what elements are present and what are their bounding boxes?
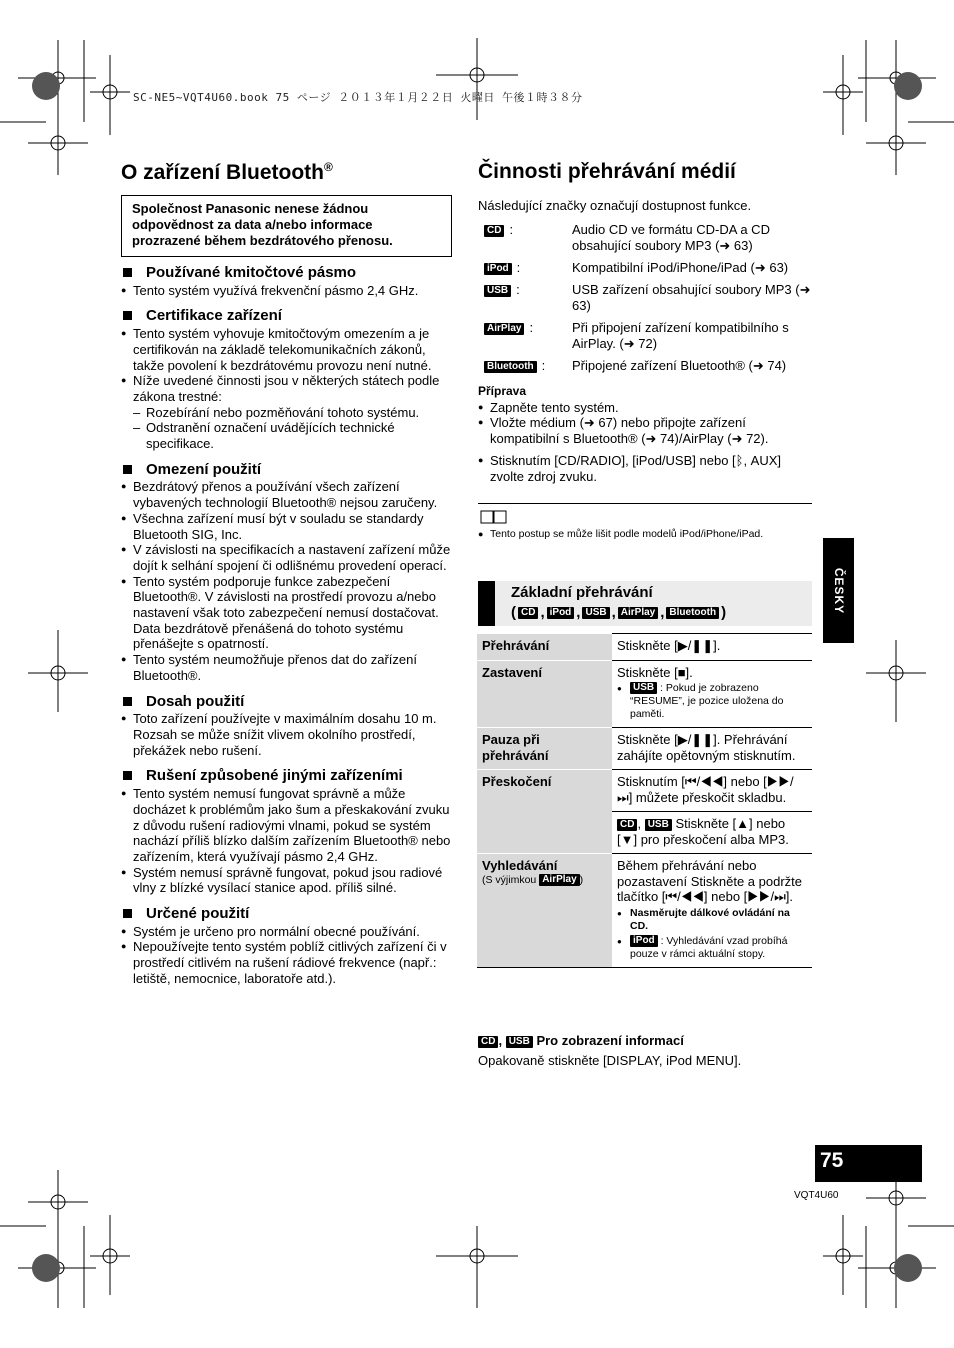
usb-tag: USB xyxy=(582,607,609,619)
note-book-icon xyxy=(480,510,508,524)
bullet-item: ● Toto zařízení používejte v maximálním dosahu 10 m. Rozsah se může snížit vlivem okolního prostředí, překážek nebo rušení. xyxy=(121,711,454,758)
basic-playback-header xyxy=(478,581,812,626)
bullet-item: ● Nepoužívejte tento systém poblíž citlivých zařízení či v prostředí citlivém na rušení rádiové frekvence (např.: letiště, nemocnice, laboratoře atd.). xyxy=(121,939,454,986)
preparation xyxy=(478,384,813,484)
legend-row: AirPlay : Při připojení zařízení kompatibilního s AirPlay. (➜ 72) xyxy=(484,320,814,352)
legend-intro: Následující značky označují dostupnost funkce. xyxy=(478,198,752,213)
legend-text: Připojené zařízení Bluetooth® (➜ 74) xyxy=(572,358,787,373)
right-title: Činnosti přehrávání médií xyxy=(478,160,736,183)
op-desc: CD , USB Stiskněte [▲] nebo [▼] pro přeskočení alba MP3. xyxy=(612,812,812,854)
bullet-item: ● Všechna zařízení musí být v souladu se standardy Bluetooth SIG, Inc. xyxy=(121,511,454,542)
op-desc: Stisknutím [⏮/◀◀] nebo [▶▶/⏭] můžete přeskočit skladbu. xyxy=(612,770,812,812)
playback-operations-table xyxy=(477,633,812,968)
note-text: ● Tento postup se může lišit podle modelů iPod/iPhone/iPad. xyxy=(478,528,824,541)
cd-tag: CD xyxy=(478,1036,498,1048)
section-heading: Omezení použití xyxy=(121,462,454,478)
bullet-item: ● Tento systém nemusí fungovat správně a může docházet k problémům jako šum a přeskakování zvuku z důvodu rušení radiovými vlnami, pokud se systém nachází příliš blízko dalším zařízením Bluetooth® nebo zařízením, která využívají pásmo 2,4 GHz. xyxy=(121,786,454,865)
op-desc: Stiskněte [■]. ● USB : Pokud je zobrazeno “RESUME”, je pozice uložena do paměti. xyxy=(612,660,812,728)
airplay-tag: AirPlay xyxy=(484,323,524,335)
usb-tag: USB xyxy=(630,682,657,694)
prep-item: ● Stisknutím [CD/RADIO], [iPod/USB] nebo [ᛒ, AUX] zvolte zdroj zvuku. xyxy=(478,453,813,484)
left-title: O zařízení Bluetooth® xyxy=(121,160,333,184)
legend-row: iPod : Kompatibilní iPod/iPhone/iPad (➜ 63) xyxy=(484,260,814,276)
table-row xyxy=(477,770,812,812)
square-bullet-icon xyxy=(123,268,132,277)
book-header-line: SC-NE5~VQT4U60.book 75 ページ ２０１３年１月２２日 火曜日 午後１時３８分 xyxy=(133,91,583,104)
disclaimer-box: Společnost Panasonic nenese žádnou odpovědnost za data a/nebo informace prozrazené během bezdrátového přenosu. xyxy=(121,195,452,257)
ipod-tag: iPod xyxy=(630,935,658,947)
legend-row: Bluetooth : Připojené zařízení Bluetooth® (➜ 74) xyxy=(484,358,814,374)
basic-playback-title: Základní přehrávání ( CD , iPod , USB , AirPlay , Bluetooth ) xyxy=(511,584,727,621)
square-bullet-icon xyxy=(123,465,132,474)
bullet-item: ● Bezdrátový přenos a používání všech zařízení vybavených technologií Bluetooth® nejsou zaručeny. xyxy=(121,479,454,510)
bullet-item: ● Níže uvedené činnosti jsou v některých státech podle zákona trestné: xyxy=(121,373,454,404)
table-row xyxy=(477,728,812,770)
header-stripe xyxy=(478,581,495,626)
op-label: Pauza při přehrávání xyxy=(477,728,612,770)
legend-row: CD : Audio CD ve formátu CD-DA a CD obsahující soubory MP3 (➜ 63) xyxy=(484,222,814,254)
divider xyxy=(478,503,812,504)
square-bullet-icon xyxy=(123,697,132,706)
section-heading: Certifikace zařízení xyxy=(121,308,454,324)
legend-text: Kompatibilní iPod/iPhone/iPad (➜ 63) xyxy=(572,260,789,275)
ipod-tag: iPod xyxy=(547,607,575,619)
legend-row: USB : USB zařízení obsahující soubory MP3 (➜ 63) xyxy=(484,282,814,314)
bullet-item: ● Systém je určeno pro normální obecné používání. xyxy=(121,924,454,940)
section-heading: Rušení způsobené jinými zařízeními xyxy=(121,768,454,784)
table-row xyxy=(477,660,812,728)
bullet-item: ● Tento systém využívá frekvenční pásmo 2,4 GHz. xyxy=(121,283,454,299)
bullet-item: ● Tento systém podporuje funkce zabezpečení Bluetooth®. V závislosti na prostředí provozu a/nebo nastavení však toto zabezpečení nemusí dostačovat. Data bezdrátově přenášená do tohoto systému přenášejte s opatrností. xyxy=(121,574,454,653)
section-heading: Určené použití xyxy=(121,906,454,922)
section-heading: Dosah použití xyxy=(121,694,454,710)
bullet-item: ● Tento systém neumožňuje přenos dat do zařízení Bluetooth®. xyxy=(121,652,454,683)
square-bullet-icon xyxy=(123,909,132,918)
display-info-text: Opakovaně stiskněte [DISPLAY, iPod MENU]. xyxy=(478,1053,742,1068)
prep-item: ● Vložte médium (➜ 67) nebo připojte zařízení kompatibilní s Bluetooth® (➜ 74)/AirPlay (➜ 72). xyxy=(478,415,813,446)
left-sections xyxy=(121,258,454,987)
bluetooth-tag: Bluetooth xyxy=(484,361,537,373)
table-row xyxy=(477,634,812,661)
op-desc: Stiskněte [▶/❚❚]. Přehrávání zahájíte opětovným stisknutím. xyxy=(612,728,812,770)
airplay-tag: AirPlay xyxy=(539,874,579,886)
square-bullet-icon xyxy=(123,311,132,320)
op-desc: Během přehrávání nebo pozastavení Stiskněte a podržte tlačítko [⏮/◀◀] nebo [▶▶/⏭]. ● Nasměrujte dálkové ovládání na CD. ● iPod : Vyhledávání vzad probíhá pouze v rámci aktuální stopy. xyxy=(612,854,812,968)
display-info-heading: CD , USB Pro zobrazení informací xyxy=(478,1033,684,1049)
legend-text: USB zařízení obsahující soubory MP3 (➜ 63) xyxy=(572,282,811,313)
page-number: 75 xyxy=(820,1149,844,1172)
legend-text: Audio CD ve formátu CD-DA a CD obsahující soubory MP3 (➜ 63) xyxy=(572,222,770,253)
language-tab: ČESKY xyxy=(823,538,854,643)
document-code: VQT4U60 xyxy=(794,1190,839,1201)
op-label: Vyhledávání (S výjimkou AirPlay ) xyxy=(477,854,612,968)
op-desc: Stiskněte [▶/❚❚]. xyxy=(612,634,812,661)
section-heading: Používané kmitočtové pásmo xyxy=(121,265,454,281)
usb-tag: USB xyxy=(484,285,511,297)
page-number-box xyxy=(815,1145,922,1182)
dash-item: – Rozebírání nebo pozměňování tohoto systému. xyxy=(121,405,454,421)
op-label: Přeskočení xyxy=(477,770,612,854)
square-bullet-icon xyxy=(123,771,132,780)
prep-item: ● Zapněte tento systém. xyxy=(478,400,813,416)
usb-tag: USB xyxy=(506,1036,533,1048)
airplay-tag: AirPlay xyxy=(618,607,658,619)
bullet-item: ● Systém nemusí správně fungovat, pokud jsou radiové vlny z blízké vysílací stanice apod. příliš silné. xyxy=(121,865,454,896)
ipod-tag: iPod xyxy=(484,263,512,275)
op-label: Přehrávání xyxy=(477,634,612,661)
usb-tag: USB xyxy=(645,819,672,831)
dash-item: – Odstranění označení uvádějících technické specifikace. xyxy=(121,420,454,451)
op-label: Zastavení xyxy=(477,660,612,728)
cd-tag: CD xyxy=(617,819,637,831)
table-row xyxy=(477,854,812,968)
cd-tag: CD xyxy=(484,225,504,237)
legend-text: Při připojení zařízení kompatibilního s AirPlay. (➜ 72) xyxy=(572,320,789,351)
bluetooth-tag: Bluetooth xyxy=(666,607,719,619)
bullet-item: ● V závislosti na specifikacích a nastavení zařízení může dojít k selhání spojení či odlišnému provedení operací. xyxy=(121,542,454,573)
preparation-heading: Příprava xyxy=(478,384,527,398)
bullet-item: ● Tento systém vyhovuje kmitočtovým omezením a je certifikován na základě telekomunikačních zákonů, takže povolení k bezdrátovému provozu není nutné. xyxy=(121,326,454,373)
cd-tag: CD xyxy=(518,607,538,619)
